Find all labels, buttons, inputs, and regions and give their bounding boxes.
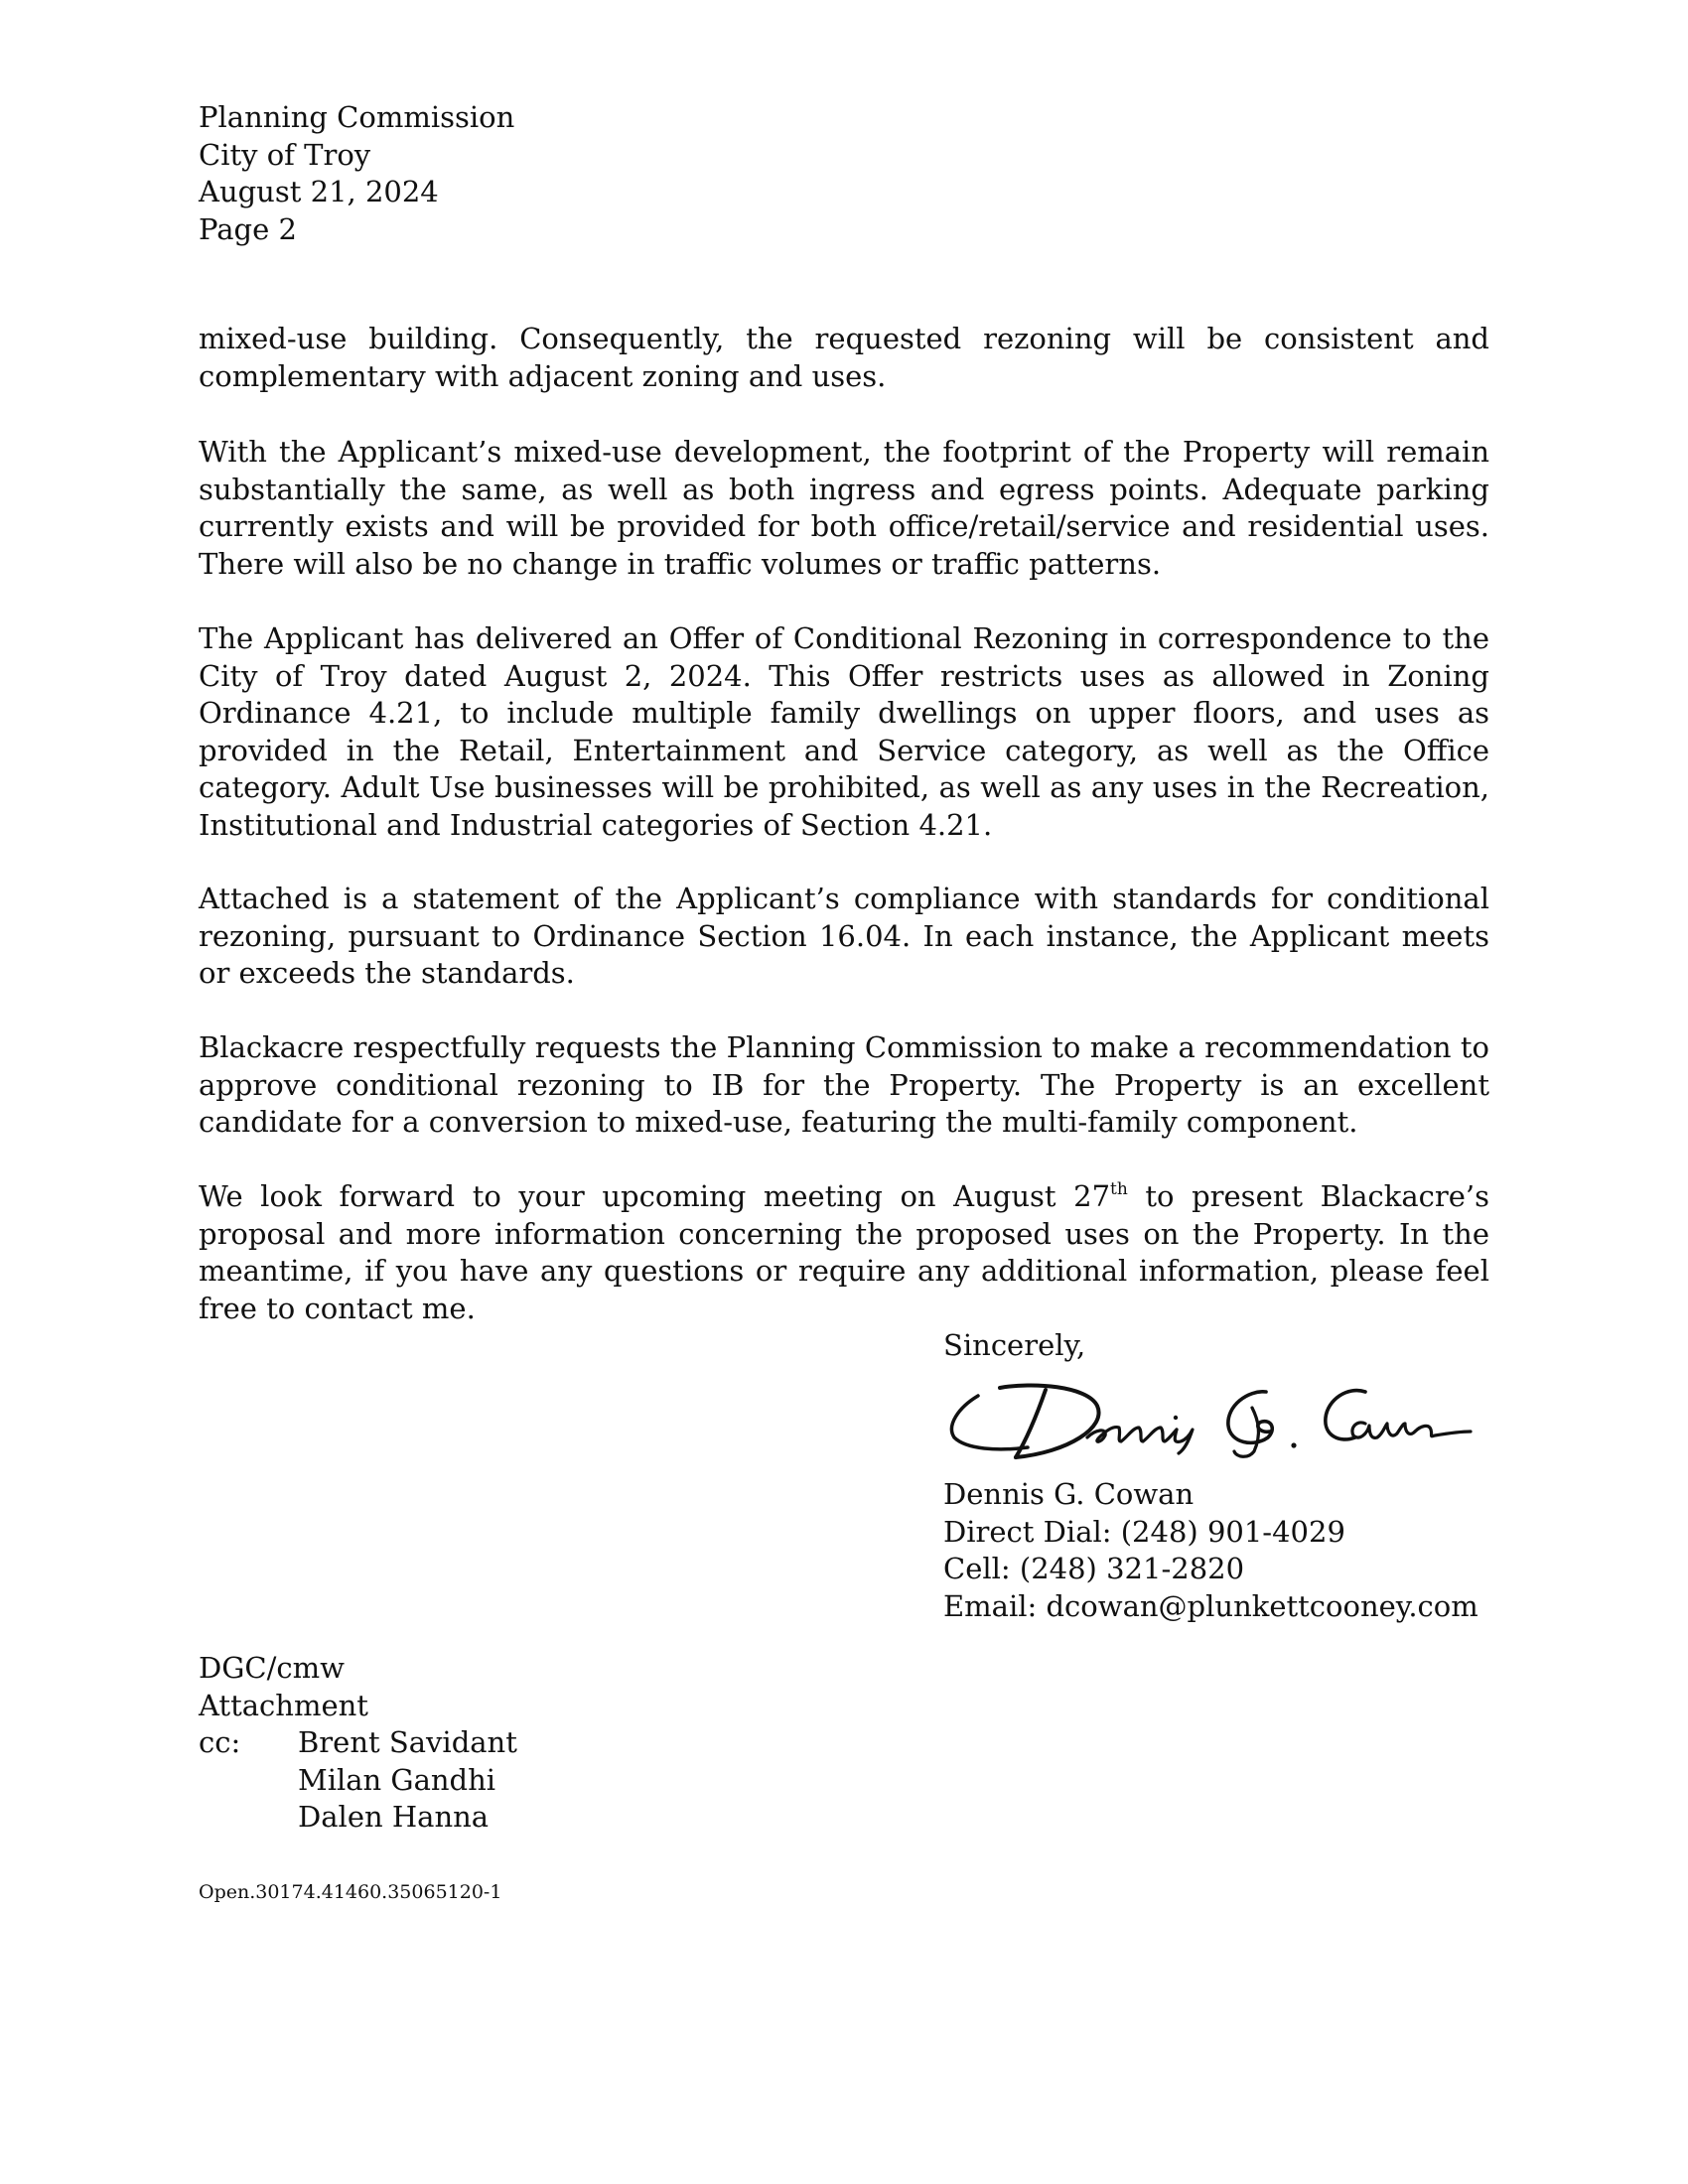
recipient-line: Planning Commission (199, 100, 515, 134)
attachment-note: Attachment (199, 1688, 368, 1722)
cc-label: cc: (199, 1725, 241, 1759)
cc-name: Milan Gandhi (298, 1762, 496, 1797)
letter-footer (199, 1650, 517, 1837)
cc-list (199, 1724, 517, 1837)
ordinal-suffix: th (1110, 1179, 1128, 1199)
email-address: Email: dcowan@plunkettcooney.com (943, 1588, 1478, 1623)
date-line: August 21, 2024 (199, 175, 439, 208)
final-paragraph-end: to present Blackacre’s proposal and more information concerning the proposed uses on the Property. In the meantime, if you have any questions or require any additional information, please feel free to contact me. (199, 1179, 1489, 1325)
document-id: Open.30174.41460.35065120-1 (199, 1881, 502, 1903)
body-paragraph-2: With the Applicant’s mixed-use development, the footprint of the Property will remain substantially the same, as well as both ingress and egress points. Adequate parking currently exists and will be provided for both office/retail/service and residential uses. There will also be no change in traffic volumes or traffic patterns. (199, 435, 1489, 581)
handwritten-signature (938, 1368, 1475, 1477)
signer-name: Dennis G. Cowan (943, 1477, 1195, 1511)
letter-page (199, 99, 1489, 1903)
cc-name: Brent Savidant (298, 1725, 517, 1759)
body-paragraph-6 (199, 1178, 1489, 1327)
typist-initials: DGC/cmw (199, 1651, 345, 1685)
body-paragraph-5: Blackacre respectfully requests the Planning Commission to make a recommendation to approve conditional rezoning to IB for the Property. The Property is an excellent candidate for a conversion to mixed-use, featuring the multi-family component. (199, 1030, 1489, 1139)
letter-header (199, 99, 1489, 248)
cc-names (298, 1724, 517, 1837)
cc-name: Dalen Hanna (298, 1800, 490, 1834)
cell-phone: Cell: (248) 321-2820 (943, 1552, 1245, 1585)
signer-contact-block (943, 1476, 1478, 1625)
city-line: City of Troy (199, 137, 371, 172)
direct-dial: Direct Dial: (248) 901-4029 (943, 1514, 1345, 1549)
page-number: Page 2 (199, 211, 297, 246)
body-paragraph-4: Attached is a statement of the Applicant’s compliance with standards for conditional rezoning, pursuant to Ordinance Section 16.04. In each instance, the Applicant meets or exceeds the standards. (199, 882, 1489, 990)
salutation: Sincerely, (943, 1328, 1086, 1362)
body-paragraph-3: The Applicant has delivered an Offer of Conditional Rezoning in correspondence to the City of Troy dated August 2, 2024. This Offer restricts uses as allowed in Zoning Ordinance 4.21, to include multiple family dwellings on upper floors, and uses as provided in the Retail, Entertainment and Service category, as well as the Office category. Adult Use businesses will be prohibited, as well as any uses in the Recreation, Institutional and Industrial categories of Section 4.21. (199, 621, 1489, 842)
body-paragraph-1: mixed-use building. Consequently, the requested rezoning will be consistent and complementary with adjacent zoning and uses. (199, 322, 1489, 393)
final-paragraph-start: We look forward to your upcoming meeting on August 27 (199, 1179, 1111, 1213)
